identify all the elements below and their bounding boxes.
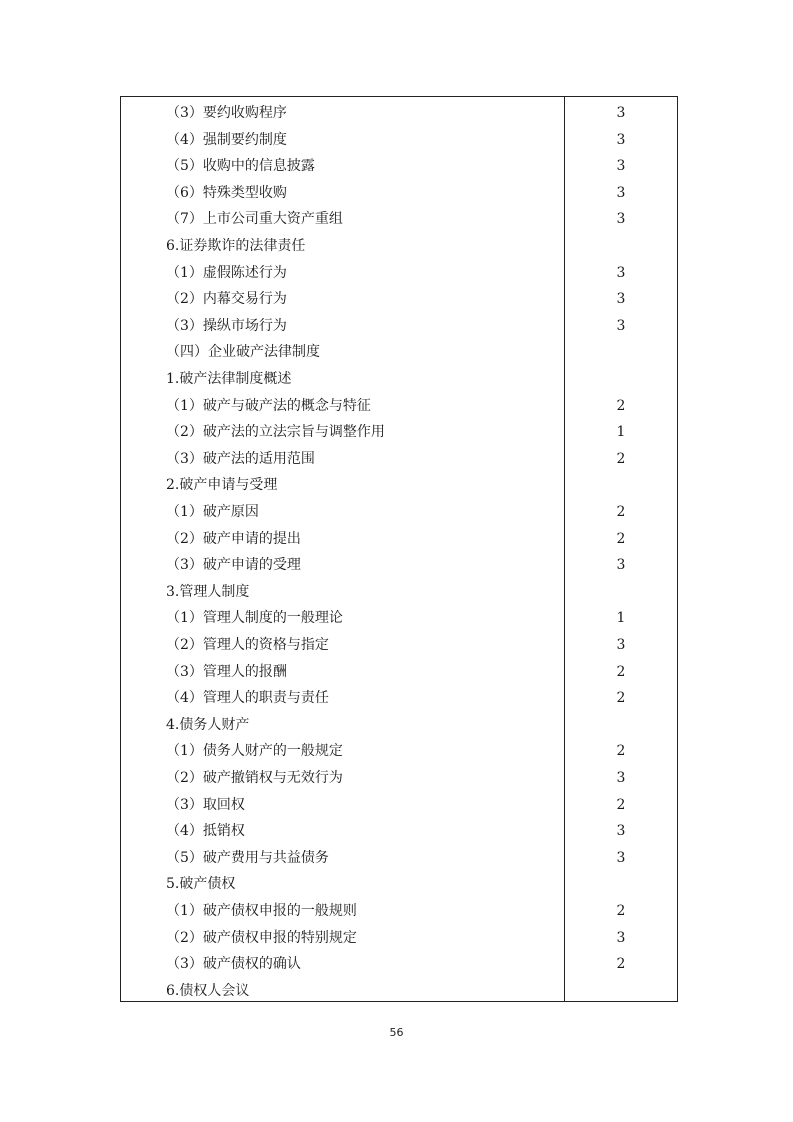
- table-row: [0, 792, 793, 819]
- table-row: [0, 871, 793, 898]
- table-row: [0, 366, 793, 393]
- table-row: [0, 499, 793, 526]
- table-row: [0, 100, 793, 127]
- row-hours: 2: [616, 956, 626, 973]
- row-item-text: （3）破产债权的确认: [166, 956, 301, 973]
- table-row: [0, 419, 793, 446]
- row-hours: 3: [616, 184, 626, 201]
- row-item-text: （1）破产原因: [166, 504, 259, 520]
- row-item-text: 6.债权人会议: [166, 982, 250, 999]
- row-item-text: 2.破产申请与受理: [166, 477, 278, 494]
- row-hours: 3: [616, 264, 626, 281]
- table-row: [0, 286, 793, 313]
- table-row: [0, 898, 793, 925]
- row-hours: 3: [616, 211, 626, 228]
- table-row: [0, 925, 793, 952]
- row-hours: 2: [616, 663, 626, 680]
- row-item-text: （3）管理人的报酬: [166, 663, 287, 680]
- table-row: [0, 845, 793, 872]
- row-item-text: （2）破产法的立法宗旨与调整作用: [166, 424, 385, 441]
- row-item-text: （2）管理人的资格与指定: [166, 637, 329, 653]
- row-item-text: 3.管理人制度: [166, 583, 250, 600]
- row-item-text: （3）要约收购程序: [166, 105, 287, 121]
- row-item-text: （5）破产费用与共益债务: [166, 849, 329, 866]
- table-row: [0, 526, 793, 553]
- row-item-text: （1）管理人制度的一般理论: [166, 610, 343, 627]
- table-row: [0, 765, 793, 792]
- row-hours: 2: [616, 796, 626, 813]
- row-hours: 3: [616, 158, 626, 175]
- table-row: [0, 393, 793, 420]
- row-hours: 3: [616, 849, 626, 866]
- row-item-text: （4）管理人的职责与责任: [166, 690, 329, 707]
- row-item-text: （1）破产与破产法的概念与特征: [166, 397, 371, 414]
- row-item-text: （1）虚假陈述行为: [166, 264, 287, 281]
- table-row: [0, 738, 793, 765]
- row-item-text: 4.债务人财产: [166, 716, 250, 733]
- table-row: [0, 818, 793, 845]
- row-hours: 3: [616, 131, 626, 148]
- row-hours: 3: [616, 317, 626, 334]
- table-row: [0, 260, 793, 287]
- row-item-text: （7）上市公司重大资产重组: [166, 211, 343, 228]
- row-item-text: （3）破产法的适用范围: [166, 450, 315, 467]
- row-item-text: （3）操纵市场行为: [166, 317, 287, 334]
- row-hours: 2: [616, 450, 626, 467]
- row-item-text: （4）强制要约制度: [166, 131, 287, 148]
- row-hours: 3: [616, 557, 626, 574]
- row-hours: 3: [616, 770, 626, 786]
- row-hours: 1: [616, 610, 626, 627]
- row-hours: 3: [616, 291, 626, 308]
- row-item-text: （6）特殊类型收购: [166, 184, 287, 201]
- row-hours: 2: [616, 504, 626, 520]
- row-item-text: 1.破产法律制度概述: [166, 371, 292, 387]
- table-row: [0, 127, 793, 154]
- row-item-text: （1）破产债权申报的一般规则: [166, 903, 357, 919]
- table-row: [0, 206, 793, 233]
- row-hours: 2: [616, 690, 626, 707]
- table-row: [0, 446, 793, 473]
- table-row: [0, 313, 793, 340]
- page-number: 56: [389, 1026, 404, 1039]
- table-row: [0, 978, 793, 1005]
- table-row: [0, 472, 793, 499]
- table-row: [0, 233, 793, 260]
- table-row: [0, 180, 793, 207]
- row-item-text: （5）收购中的信息披露: [166, 158, 315, 175]
- row-hours: 3: [616, 929, 626, 946]
- row-hours: 3: [616, 823, 626, 840]
- row-hours: 3: [616, 637, 626, 653]
- row-item-text: （3）破产申请的受理: [166, 557, 301, 574]
- table-row: [0, 153, 793, 180]
- row-hours: 2: [616, 530, 626, 547]
- row-item-text: （2）破产债权申报的特别规定: [166, 929, 357, 946]
- row-item-text: （2）破产撤销权与无效行为: [166, 770, 343, 786]
- table-row: [0, 632, 793, 659]
- row-item-text: （4）抵销权: [166, 823, 245, 840]
- row-item-text: （2）破产申请的提出: [166, 530, 301, 547]
- row-item-text: （四）企业破产法律制度: [166, 344, 320, 361]
- row-hours: 2: [616, 743, 626, 760]
- table-row: [0, 951, 793, 978]
- table-row: [0, 685, 793, 712]
- row-hours: 2: [616, 397, 626, 414]
- table-row: [0, 659, 793, 686]
- row-item-text: 6.证券欺诈的法律责任: [166, 238, 306, 254]
- row-item-text: （3）取回权: [166, 796, 245, 813]
- table-row: [0, 552, 793, 579]
- row-hours: 3: [616, 105, 626, 121]
- row-item-text: （1）债务人财产的一般规定: [166, 743, 343, 760]
- row-item-text: （2）内幕交易行为: [166, 291, 287, 308]
- table-row: [0, 579, 793, 606]
- table-row: [0, 605, 793, 632]
- row-hours: 1: [616, 424, 626, 441]
- row-hours: 2: [616, 903, 626, 919]
- row-item-text: 5.破产债权: [166, 876, 236, 893]
- table-row: [0, 339, 793, 366]
- table-row: [0, 712, 793, 739]
